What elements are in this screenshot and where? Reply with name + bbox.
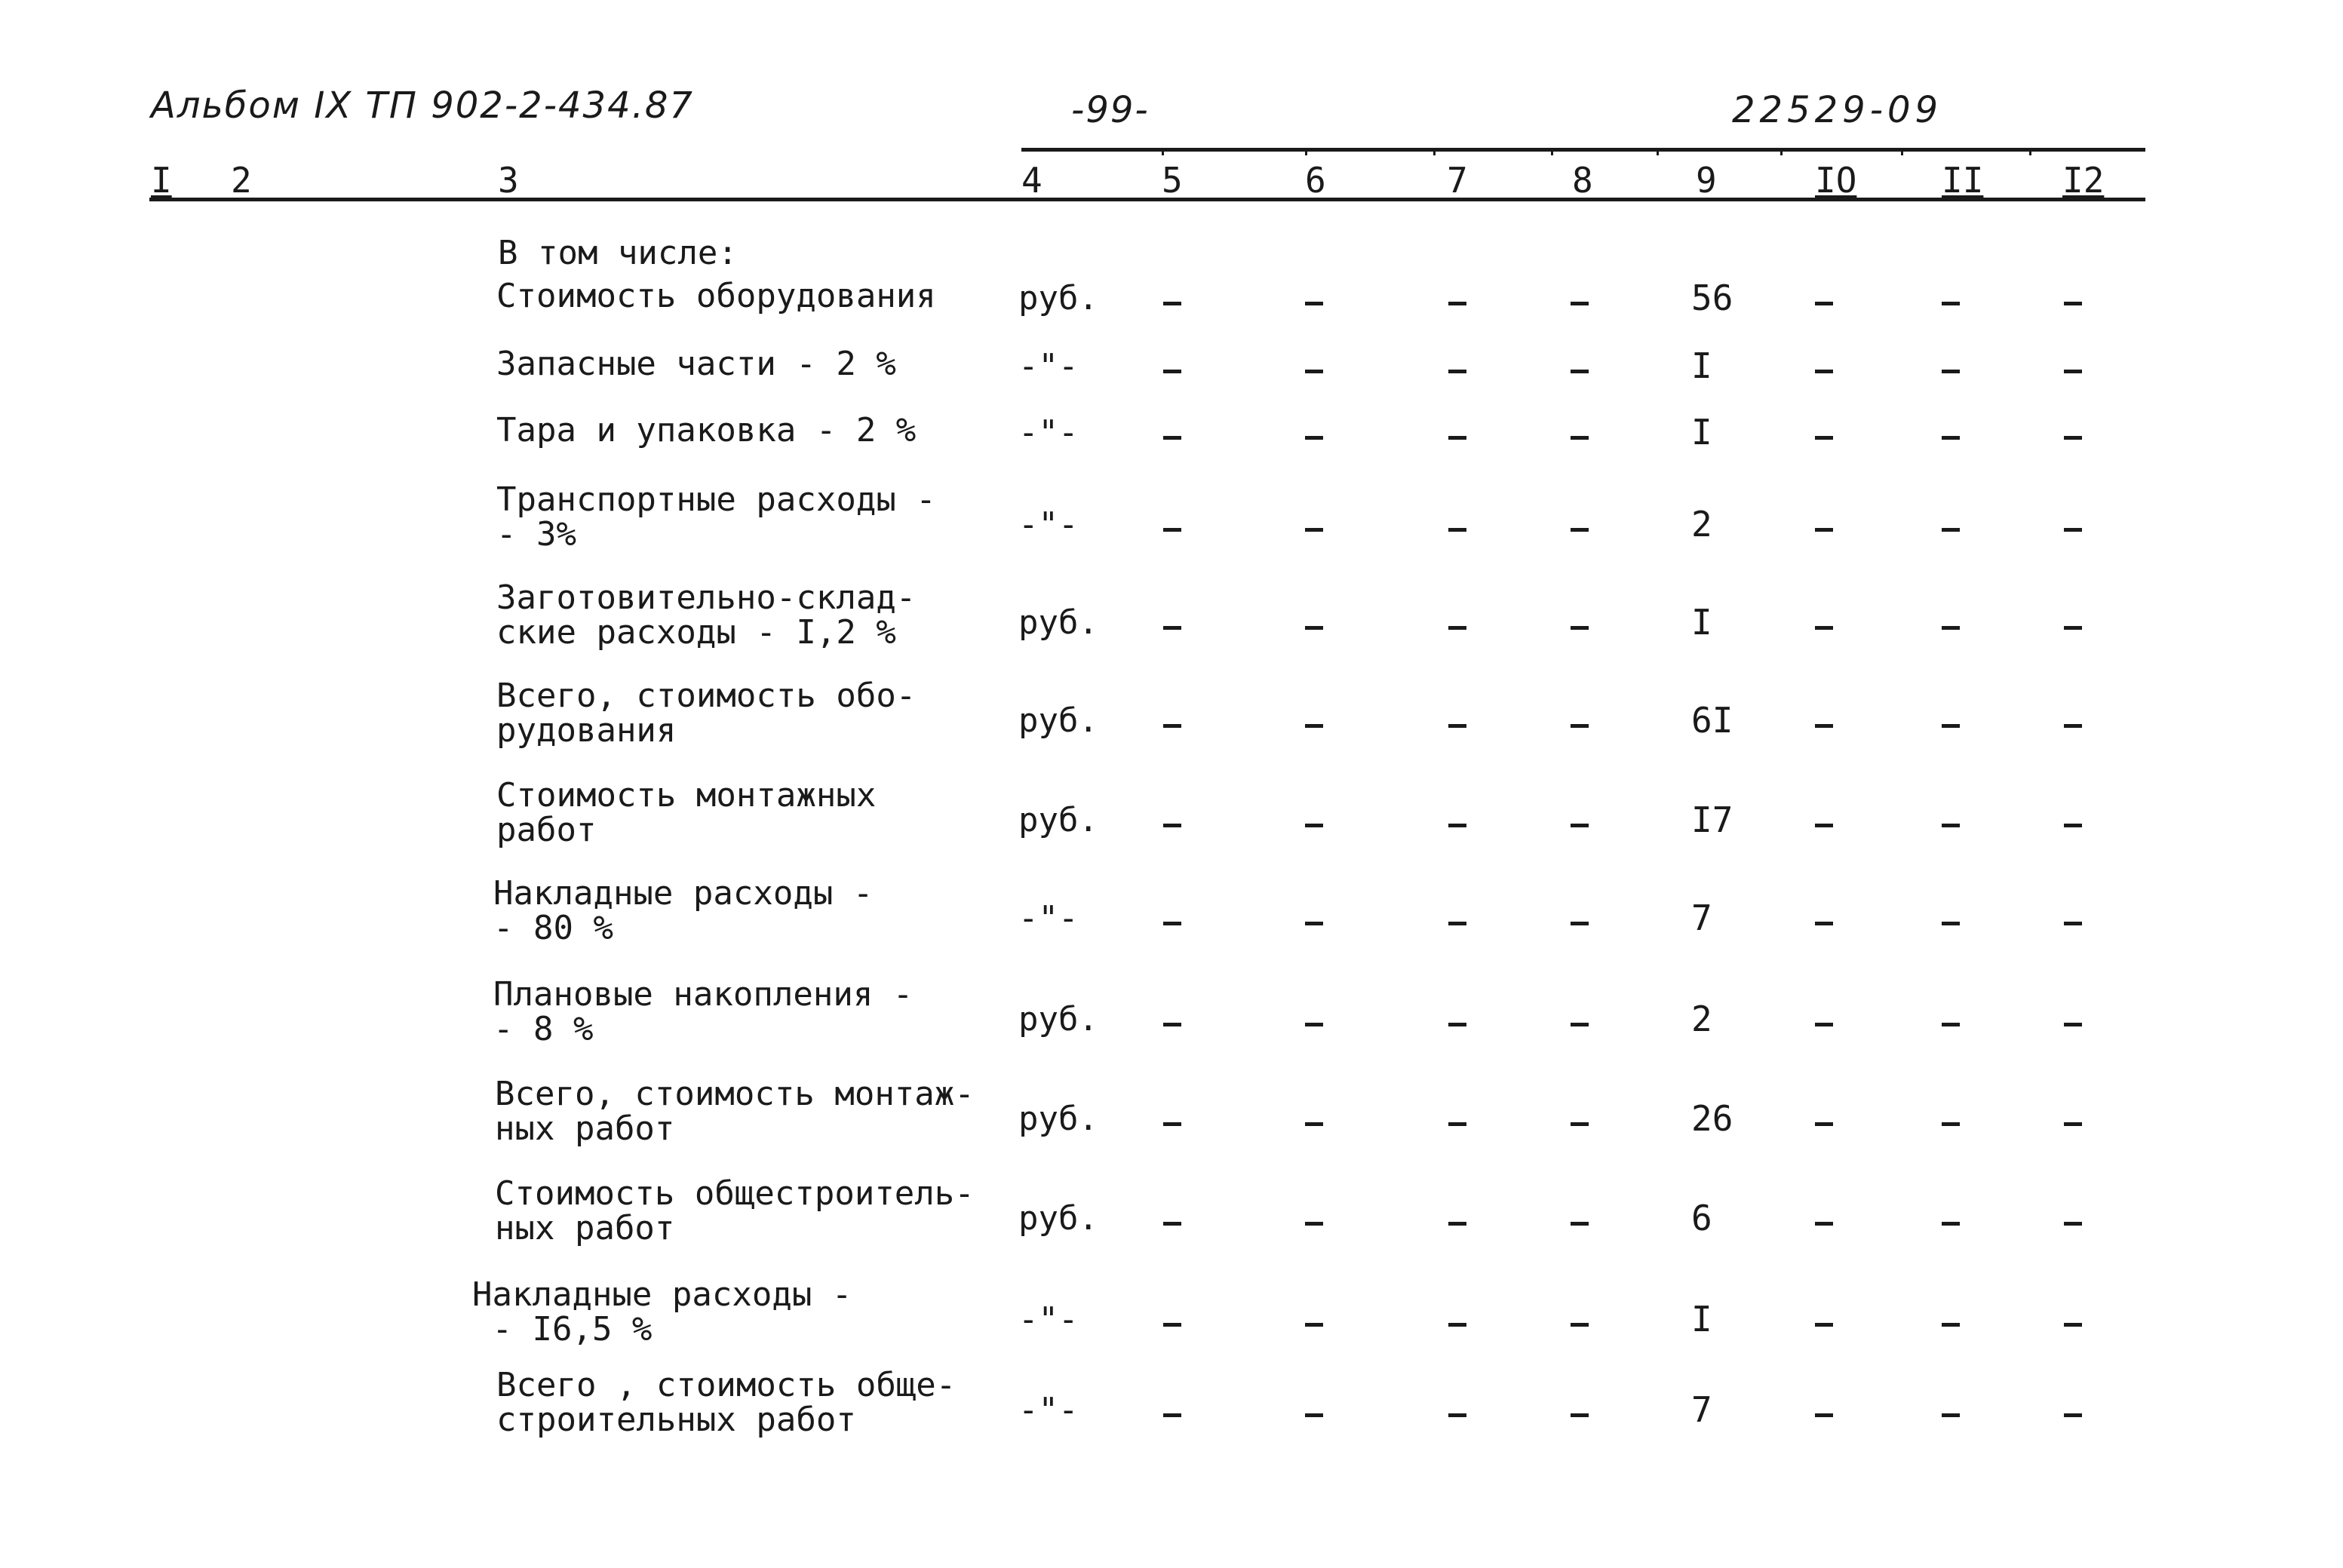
empty-cell-dash [1448,1323,1466,1327]
empty-cell-dash [1163,724,1181,728]
column-tick [1305,148,1307,155]
row-unit: руб. [1018,1100,1098,1138]
column-heading-1: I [151,160,172,201]
column-heading-9: 9 [1696,160,1717,201]
empty-cell-dash [1571,370,1589,373]
row-description: Запасные части - 2 % [496,345,896,383]
row-unit: руб. [1018,701,1098,740]
row-description: Плановые накопления - - 8 % [493,975,914,1048]
empty-cell-dash [1163,1413,1181,1417]
empty-cell-dash [2064,1222,2082,1226]
empty-cell-dash [1942,1023,1960,1026]
empty-cell-dash [1815,370,1833,373]
empty-cell-dash [2064,824,2082,827]
empty-cell-dash [1815,1122,1833,1126]
empty-cell-dash [1305,922,1323,925]
empty-cell-dash [1942,370,1960,373]
row-unit: -"- [1018,1300,1079,1339]
row-value-col9: I [1691,1299,1712,1339]
empty-cell-dash [2064,302,2082,305]
empty-cell-dash [1163,1023,1181,1026]
album-reference: Альбом IX ТП 902-2-434.87 [151,84,694,127]
empty-cell-dash [1163,302,1181,305]
column-heading-11: II [1942,160,1984,201]
row-unit: руб. [1018,1199,1098,1238]
empty-cell-dash [1571,436,1589,440]
row-value-col9: I [1691,412,1712,453]
empty-cell-dash [1448,824,1466,827]
empty-cell-dash [1942,626,1960,630]
empty-cell-dash [1942,528,1960,532]
row-description: Стоимость оборудования [496,277,936,315]
empty-cell-dash [1815,1023,1833,1026]
empty-cell-dash [1815,824,1833,827]
row-description: Накладные расходы - - 80 % [493,874,874,947]
column-tick [1433,148,1436,155]
empty-cell-dash [1571,1222,1589,1226]
empty-cell-dash [1448,922,1466,925]
empty-cell-dash [1163,1222,1181,1226]
column-heading-4: 4 [1021,160,1043,201]
empty-cell-dash [1815,724,1833,728]
empty-cell-dash [1305,528,1323,532]
empty-cell-dash [1163,824,1181,827]
empty-cell-dash [1942,824,1960,827]
row-description: Всего, стоимость монтаж- ных работ [495,1075,975,1148]
empty-cell-dash [2064,1323,2082,1327]
row-description: Всего , стоимость обще- строительных работ [496,1366,957,1439]
column-tick [1551,148,1553,155]
column-tick [1780,148,1783,155]
empty-cell-dash [2064,370,2082,373]
empty-cell-dash [1942,302,1960,305]
column-tick [1901,148,1903,155]
row-unit: -"- [1018,505,1079,544]
row-description: Всего, стоимость обо- рудования [496,677,917,750]
row-description: Стоимость монтажных работ [496,776,877,849]
empty-cell-dash [1571,1413,1589,1417]
row-unit: руб. [1018,801,1098,839]
row-value-col9: 7 [1691,898,1712,938]
empty-cell-dash [1305,724,1323,728]
empty-cell-dash [1448,724,1466,728]
header-rule-top [1021,148,2145,152]
column-heading-5: 5 [1162,160,1183,201]
row-unit: руб. [1018,279,1098,318]
empty-cell-dash [1163,1122,1181,1126]
row-value-col9: 6 [1691,1198,1712,1238]
column-heading-3: 3 [498,160,519,201]
row-unit: руб. [1018,1000,1098,1039]
document-code: 22529-09 [1732,89,1943,131]
empty-cell-dash [2064,724,2082,728]
row-unit: -"- [1018,413,1079,452]
empty-cell-dash [1305,370,1323,373]
empty-cell-dash [1815,626,1833,630]
page-number: -99- [1071,89,1150,131]
empty-cell-dash [1305,626,1323,630]
column-tick [1162,148,1164,155]
row-description: Накладные расходы - - I6,5 % [472,1275,852,1349]
empty-cell-dash [2064,1023,2082,1026]
empty-cell-dash [1448,1023,1466,1026]
row-value-col9: 2 [1691,504,1712,545]
column-heading-2: 2 [231,160,252,201]
row-value-col9: 2 [1691,999,1712,1039]
column-heading-8: 8 [1572,160,1593,201]
empty-cell-dash [1571,1323,1589,1327]
row-value-col9: 26 [1691,1098,1733,1139]
empty-cell-dash [1305,436,1323,440]
empty-cell-dash [1163,436,1181,440]
section-intro: В том числе: [498,234,738,272]
empty-cell-dash [2064,436,2082,440]
row-value-col9: I7 [1691,799,1733,840]
empty-cell-dash [1571,824,1589,827]
column-heading-7: 7 [1447,160,1468,201]
empty-cell-dash [1815,1323,1833,1327]
empty-cell-dash [1815,922,1833,925]
empty-cell-dash [1815,1222,1833,1226]
empty-cell-dash [1448,436,1466,440]
empty-cell-dash [1815,302,1833,305]
empty-cell-dash [2064,922,2082,925]
row-value-col9: I [1691,345,1712,386]
empty-cell-dash [1942,922,1960,925]
column-tick [2029,148,2031,155]
empty-cell-dash [1448,1122,1466,1126]
empty-cell-dash [1571,1023,1589,1026]
empty-cell-dash [1448,626,1466,630]
empty-cell-dash [1571,922,1589,925]
column-tick [1657,148,1659,155]
empty-cell-dash [1815,436,1833,440]
row-value-col9: 56 [1691,278,1733,318]
empty-cell-dash [1571,724,1589,728]
row-value-col9: I [1691,602,1712,643]
empty-cell-dash [1163,370,1181,373]
empty-cell-dash [1942,436,1960,440]
empty-cell-dash [2064,1413,2082,1417]
empty-cell-dash [1305,302,1323,305]
row-description: Стоимость общестроитель- ных работ [495,1174,975,1247]
empty-cell-dash [1571,626,1589,630]
empty-cell-dash [1571,302,1589,305]
empty-cell-dash [1163,626,1181,630]
empty-cell-dash [1448,528,1466,532]
empty-cell-dash [1305,1023,1323,1026]
empty-cell-dash [1305,1122,1323,1126]
row-unit: -"- [1018,347,1079,385]
empty-cell-dash [2064,528,2082,532]
empty-cell-dash [1305,1323,1323,1327]
row-description: Тара и упаковка - 2 % [496,411,917,450]
row-description: Транспортные расходы - - 3% [496,480,936,554]
empty-cell-dash [2064,626,2082,630]
empty-cell-dash [1448,302,1466,305]
empty-cell-dash [1942,1222,1960,1226]
empty-cell-dash [1942,1323,1960,1327]
column-heading-6: 6 [1305,160,1326,201]
empty-cell-dash [2064,1122,2082,1126]
empty-cell-dash [1815,528,1833,532]
empty-cell-dash [1815,1413,1833,1417]
empty-cell-dash [1942,724,1960,728]
empty-cell-dash [1571,528,1589,532]
empty-cell-dash [1448,370,1466,373]
row-description: Заготовительно-склад- ские расходы - I,2 % [496,578,917,652]
empty-cell-dash [1305,1222,1323,1226]
column-heading-12: I2 [2062,160,2105,201]
row-unit: -"- [1018,899,1079,937]
row-unit: руб. [1018,603,1098,642]
empty-cell-dash [1942,1413,1960,1417]
row-value-col9: 6I [1691,700,1733,741]
empty-cell-dash [1448,1413,1466,1417]
empty-cell-dash [1163,922,1181,925]
empty-cell-dash [1942,1122,1960,1126]
empty-cell-dash [1448,1222,1466,1226]
empty-cell-dash [1305,1413,1323,1417]
empty-cell-dash [1163,1323,1181,1327]
row-unit: -"- [1018,1391,1079,1429]
row-value-col9: 7 [1691,1389,1712,1430]
column-heading-10: IO [1815,160,1857,201]
empty-cell-dash [1163,528,1181,532]
empty-cell-dash [1305,824,1323,827]
empty-cell-dash [1571,1122,1589,1126]
